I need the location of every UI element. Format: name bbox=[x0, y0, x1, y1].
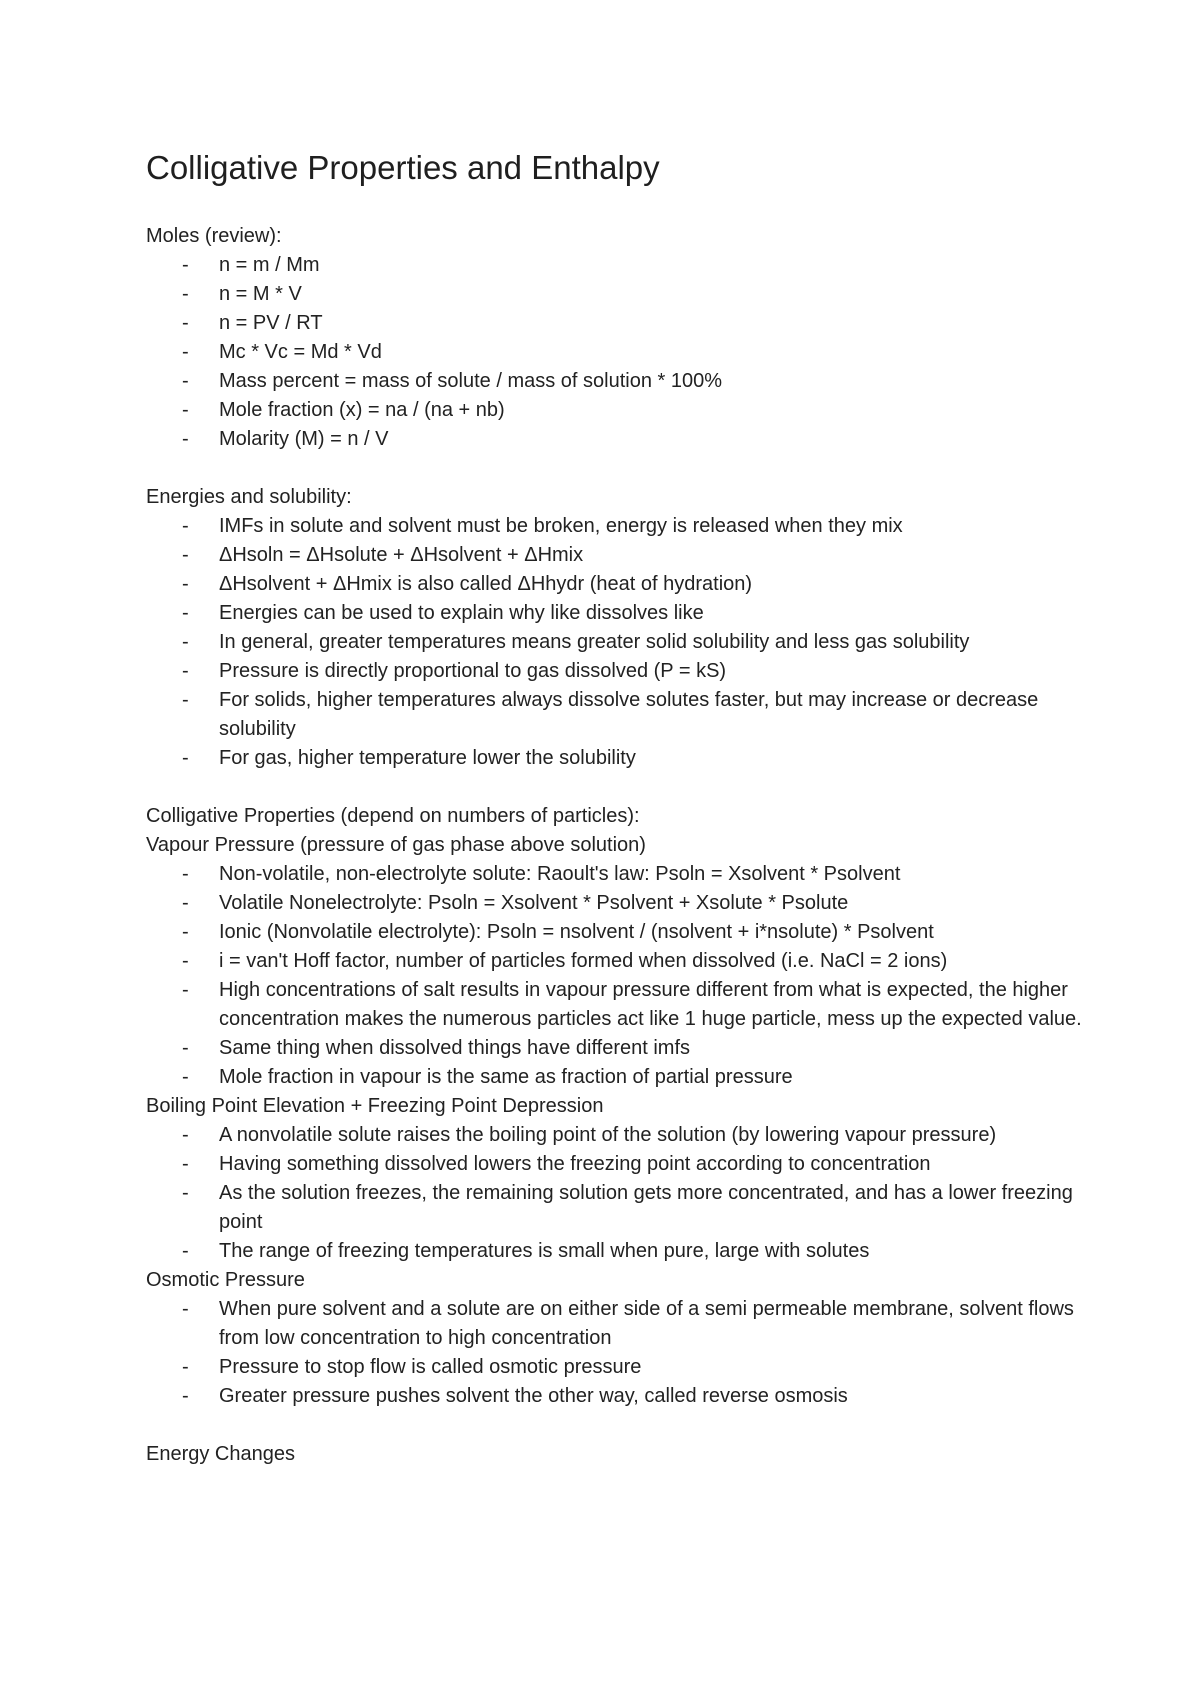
list-item-text: As the solution freezes, the remaining solution gets more concentrated, and has a lower freezing point bbox=[219, 1182, 1073, 1233]
dash-bullet: - bbox=[182, 312, 189, 334]
list-item bbox=[182, 396, 1096, 425]
energies-list bbox=[146, 512, 1096, 773]
dash-bullet: - bbox=[182, 515, 189, 537]
list-item bbox=[182, 976, 1096, 1034]
dash-bullet: - bbox=[182, 283, 189, 305]
list-item bbox=[182, 1295, 1096, 1353]
document-page bbox=[146, 140, 1096, 1469]
list-item-text: ΔHsoln = ΔHsolute + ΔHsolvent + ΔHmix bbox=[219, 544, 584, 566]
dash-bullet: - bbox=[182, 1356, 189, 1378]
list-item bbox=[182, 251, 1096, 280]
dash-bullet: - bbox=[182, 950, 189, 972]
list-item-text: Non-volatile, non-electrolyte solute: Raoult's law: Psoln = Xsolvent * Psolvent bbox=[219, 863, 901, 885]
list-item bbox=[182, 744, 1096, 773]
spacer bbox=[146, 1411, 1096, 1440]
list-item-text: i = van't Hoff factor, number of particles formed when dissolved (i.e. NaCl = 2 ions) bbox=[219, 950, 948, 972]
dash-bullet: - bbox=[182, 341, 189, 363]
page-title: Colligative Properties and Enthalpy bbox=[146, 149, 660, 186]
dash-bullet: - bbox=[182, 428, 189, 450]
list-item bbox=[182, 1382, 1096, 1411]
section-heading-moles: Moles (review): bbox=[146, 225, 282, 247]
dash-bullet: - bbox=[182, 370, 189, 392]
dash-bullet: - bbox=[182, 979, 189, 1001]
list-item-text: Having something dissolved lowers the freezing point according to concentration bbox=[219, 1153, 931, 1175]
list-item bbox=[182, 309, 1096, 338]
dash-bullet: - bbox=[182, 1385, 189, 1407]
dash-bullet: - bbox=[182, 1298, 189, 1320]
list-item bbox=[182, 1063, 1096, 1092]
list-item bbox=[182, 367, 1096, 396]
list-item bbox=[182, 860, 1096, 889]
list-item bbox=[182, 686, 1096, 744]
list-item bbox=[182, 599, 1096, 628]
list-item bbox=[182, 425, 1096, 454]
list-item-text: When pure solvent and a solute are on either side of a semi permeable membrane, solvent flows from low concentration to high concentration bbox=[219, 1298, 1074, 1349]
list-item bbox=[182, 1121, 1096, 1150]
list-item bbox=[182, 280, 1096, 309]
list-item-text: A nonvolatile solute raises the boiling point of the solution (by lowering vapour pressure) bbox=[219, 1124, 997, 1146]
dash-bullet: - bbox=[182, 1124, 189, 1146]
dash-bullet: - bbox=[182, 1066, 189, 1088]
boiling-list bbox=[146, 1121, 1096, 1266]
list-item bbox=[182, 570, 1096, 599]
dash-bullet: - bbox=[182, 1153, 189, 1175]
list-item-text: Mole fraction in vapour is the same as fraction of partial pressure bbox=[219, 1066, 793, 1088]
list-item bbox=[182, 338, 1096, 367]
list-item bbox=[182, 947, 1096, 976]
spacer bbox=[146, 773, 1096, 802]
list-item-text: Energies can be used to explain why like dissolves like bbox=[219, 602, 704, 624]
osmotic-list bbox=[146, 1295, 1096, 1411]
dash-bullet: - bbox=[182, 660, 189, 682]
list-item bbox=[182, 512, 1096, 541]
list-item bbox=[182, 541, 1096, 570]
moles-list bbox=[146, 251, 1096, 454]
list-item-text: Mc * Vc = Md * Vd bbox=[219, 341, 382, 363]
list-item bbox=[182, 1179, 1096, 1237]
spacer bbox=[146, 454, 1096, 483]
dash-bullet: - bbox=[182, 921, 189, 943]
list-item bbox=[182, 1150, 1096, 1179]
dash-bullet: - bbox=[182, 254, 189, 276]
dash-bullet: - bbox=[182, 399, 189, 421]
list-item-text: Pressure is directly proportional to gas dissolved (P = kS) bbox=[219, 660, 727, 682]
dash-bullet: - bbox=[182, 747, 189, 769]
section-heading-boiling: Boiling Point Elevation + Freezing Point Depression bbox=[146, 1095, 604, 1117]
list-item-text: ΔHsolvent + ΔHmix is also called ΔHhydr (heat of hydration) bbox=[219, 573, 753, 595]
list-item bbox=[182, 889, 1096, 918]
list-item-text: IMFs in solute and solvent must be broken, energy is released when they mix bbox=[219, 515, 903, 537]
list-item-text: The range of freezing temperatures is small when pure, large with solutes bbox=[219, 1240, 870, 1262]
dash-bullet: - bbox=[182, 863, 189, 885]
list-item-text: n = m / Mm bbox=[219, 254, 320, 276]
vapour-list bbox=[146, 860, 1096, 1092]
dash-bullet: - bbox=[182, 573, 189, 595]
list-item-text: Volatile Nonelectrolyte: Psoln = Xsolvent * Psolvent + Xsolute * Psolute bbox=[219, 892, 849, 914]
dash-bullet: - bbox=[182, 689, 189, 711]
list-item-text: Molarity (M) = n / V bbox=[219, 428, 389, 450]
list-item-text: Mole fraction (x) = na / (na + nb) bbox=[219, 399, 505, 421]
dash-bullet: - bbox=[182, 892, 189, 914]
list-item-text: Greater pressure pushes solvent the other way, called reverse osmosis bbox=[219, 1385, 848, 1407]
list-item-text: In general, greater temperatures means greater solid solubility and less gas solubility bbox=[219, 631, 970, 653]
dash-bullet: - bbox=[182, 602, 189, 624]
list-item bbox=[182, 1034, 1096, 1063]
dash-bullet: - bbox=[182, 631, 189, 653]
section-heading-energies: Energies and solubility: bbox=[146, 486, 352, 508]
list-item-text: n = M * V bbox=[219, 283, 302, 305]
list-item-text: High concentrations of salt results in vapour pressure different from what is expected, the higher concentration makes the numerous particles act like 1 huge particle, mess up the expected value. bbox=[219, 979, 1082, 1030]
list-item bbox=[182, 628, 1096, 657]
dash-bullet: - bbox=[182, 1182, 189, 1204]
list-item-text: Same thing when dissolved things have different imfs bbox=[219, 1037, 691, 1059]
list-item bbox=[182, 1237, 1096, 1266]
section-heading-osmotic: Osmotic Pressure bbox=[146, 1269, 305, 1291]
dash-bullet: - bbox=[182, 1037, 189, 1059]
list-item bbox=[182, 657, 1096, 686]
list-item-text: Mass percent = mass of solute / mass of solution * 100% bbox=[219, 370, 723, 392]
list-item-text: Ionic (Nonvolatile electrolyte): Psoln = nsolvent / (nsolvent + i*nsolute) * Psolvent bbox=[219, 921, 934, 943]
list-item bbox=[182, 1353, 1096, 1382]
dash-bullet: - bbox=[182, 544, 189, 566]
dash-bullet: - bbox=[182, 1240, 189, 1262]
section-heading-energy-changes: Energy Changes bbox=[146, 1443, 295, 1465]
section-heading-colligative: Colligative Properties (depend on numbers of particles): bbox=[146, 805, 640, 827]
list-item-text: Pressure to stop flow is called osmotic pressure bbox=[219, 1356, 642, 1378]
section-heading-vapour: Vapour Pressure (pressure of gas phase above solution) bbox=[146, 834, 646, 856]
list-item-text: n = PV / RT bbox=[219, 312, 323, 334]
list-item bbox=[182, 918, 1096, 947]
list-item-text: For gas, higher temperature lower the solubility bbox=[219, 747, 636, 769]
list-item-text: For solids, higher temperatures always dissolve solutes faster, but may increase or decrease solubility bbox=[219, 689, 1039, 740]
